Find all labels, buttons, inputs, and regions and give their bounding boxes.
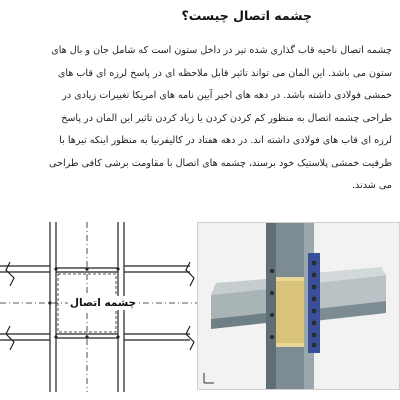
paragraph-line: ستون می باشد. این المان می تواند تاثیر قابل ملاحظه ای در پاسخ لرزه ای قاب های bbox=[57, 67, 392, 79]
paragraph-line: ظرفیت خمشی پلاستیک خود برسند، چشمه های اتصال با مقاومت برشی کافی طراحی bbox=[49, 157, 392, 169]
section-heading: چشمه اتصال چیست؟ bbox=[181, 8, 312, 23]
panel-zone-label: چشمه اتصال bbox=[69, 297, 137, 309]
joint-3d-drawing bbox=[197, 223, 399, 390]
paragraph-line: خمشی فولادی داشته باشد. در دهه های اخیر آیین نامه های امریکا تغییرات زیادی در bbox=[62, 90, 392, 101]
article-paragraph bbox=[0, 40, 392, 198]
joint-3d-render bbox=[197, 222, 400, 390]
paragraph-line: چشمه اتصال ناحیه قاب گذاری شده تیر در داخل ستون است که شامل جان و بال های bbox=[51, 45, 392, 56]
paragraph-line: طراحی چشمه اتصال به منظور کم کردن کردن یا زیاد کردن تاثیر این المان در پاسخ bbox=[61, 112, 392, 124]
paragraph-line: می شدند. bbox=[351, 180, 392, 191]
paragraph-line: لرزه ای قاب های فولادی داشته اند. در دهه هفتاد در کالیفرنیا به منظور اینکه تیرها با bbox=[59, 135, 392, 146]
panel-zone-diagram bbox=[0, 222, 200, 392]
